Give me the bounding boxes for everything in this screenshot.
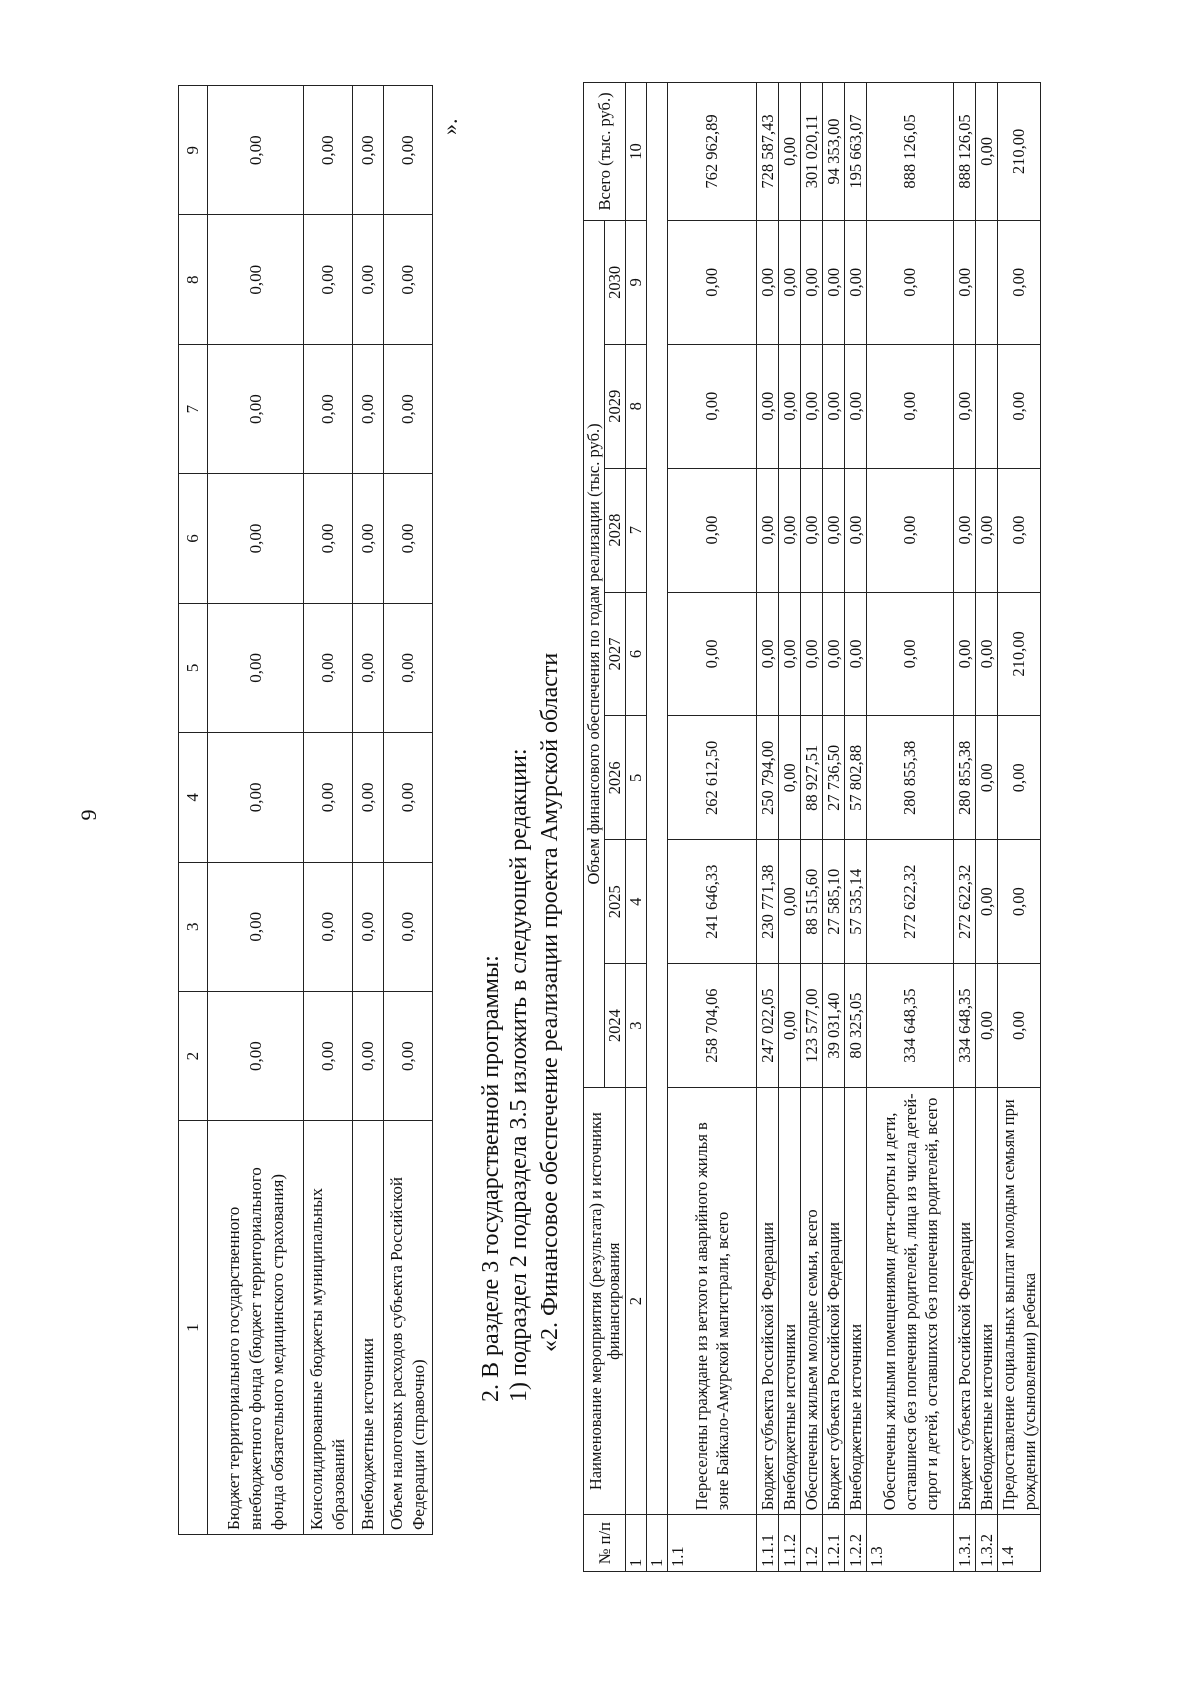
value-cell: 272 622,32 xyxy=(954,840,976,964)
value-cell: 0,00 xyxy=(757,220,779,344)
value-cell: 0,00 xyxy=(757,468,779,592)
value-cell: 258 704,06 xyxy=(668,964,757,1088)
total-cell: 888 126,05 xyxy=(954,83,976,221)
value-cell: 0,00 xyxy=(304,862,353,991)
value-cell: 0,00 xyxy=(801,468,823,592)
col-number: 1 xyxy=(626,1515,647,1572)
value-cell: 0,00 xyxy=(353,862,384,991)
closing-quote: ». xyxy=(437,118,462,135)
row-index: 1.2.1 xyxy=(823,1515,845,1572)
value-cell: 57 802,88 xyxy=(845,716,867,840)
value-cell: 0,00 xyxy=(353,344,384,473)
col-number: 8 xyxy=(626,344,647,468)
table-row xyxy=(976,83,998,1572)
value-cell: 210,00 xyxy=(998,592,1041,716)
value-cell: 0,00 xyxy=(998,840,1041,964)
value-cell: 0,00 xyxy=(976,840,998,964)
value-cell: 0,00 xyxy=(954,592,976,716)
row-label: Внебюджетные источники xyxy=(976,1088,998,1515)
header-year: 2024 xyxy=(605,964,626,1088)
value-cell: 0,00 xyxy=(208,86,304,215)
value-cell: 27 736,50 xyxy=(823,716,845,840)
row-label: Внебюджетные источники xyxy=(353,1121,384,1535)
header-year: 2028 xyxy=(605,468,626,592)
total-cell: 728 587,43 xyxy=(757,83,779,221)
value-cell: 0,00 xyxy=(867,344,954,468)
value-cell: 0,00 xyxy=(976,716,998,840)
total-cell: 0,00 xyxy=(976,83,998,221)
value-cell: 0,00 xyxy=(779,840,801,964)
value-cell: 0,00 xyxy=(304,344,353,473)
row-label: Бюджет субъекта Российской Федерации xyxy=(954,1088,976,1515)
value-cell: 0,00 xyxy=(757,344,779,468)
row-index: 1.1.1 xyxy=(757,1515,779,1572)
value-cell: 0,00 xyxy=(779,592,801,716)
value-cell: 0,00 xyxy=(208,215,304,344)
value-cell: 0,00 xyxy=(384,862,433,991)
row-label: Переселены граждане из ветхого и аварийного жилья в зоне Байкало-Амурской магистрали, всего xyxy=(668,1088,757,1515)
col-number: 7 xyxy=(626,468,647,592)
value-cell: 0,00 xyxy=(823,220,845,344)
value-cell: 0,00 xyxy=(801,592,823,716)
value-cell: 272 622,32 xyxy=(867,840,954,964)
total-cell: 195 663,07 xyxy=(845,83,867,221)
header-cell: 3 xyxy=(179,862,208,991)
col-number: 4 xyxy=(626,840,647,964)
table-row xyxy=(208,86,304,1535)
header-cell: 1 xyxy=(179,1121,208,1535)
header-total: Всего (тыс. руб.) xyxy=(584,83,626,221)
value-cell: 0,00 xyxy=(823,592,845,716)
row-label: Внебюджетные источники xyxy=(779,1088,801,1515)
value-cell: 0,00 xyxy=(304,733,353,862)
col-number: 5 xyxy=(626,716,647,840)
header-year: 2026 xyxy=(605,716,626,840)
value-cell: 0,00 xyxy=(208,474,304,603)
value-cell: 88 927,51 xyxy=(801,716,823,840)
value-cell: 0,00 xyxy=(845,344,867,468)
value-cell: 0,00 xyxy=(668,220,757,344)
table-row xyxy=(845,83,867,1572)
header-no: № п/п xyxy=(584,1515,626,1572)
value-cell: 88 515,60 xyxy=(801,840,823,964)
value-cell: 0,00 xyxy=(304,991,353,1120)
value-cell: 0,00 xyxy=(823,344,845,468)
table-row xyxy=(757,83,779,1572)
value-cell: 0,00 xyxy=(384,215,433,344)
header-cell: 5 xyxy=(179,603,208,732)
value-cell: 0,00 xyxy=(304,603,353,732)
table-row xyxy=(801,83,823,1572)
value-cell: 0,00 xyxy=(757,592,779,716)
row-index: 1.2.2 xyxy=(845,1515,867,1572)
value-cell: 0,00 xyxy=(845,220,867,344)
table-row xyxy=(867,83,954,1572)
header-cell: 9 xyxy=(179,86,208,215)
value-cell: 241 646,33 xyxy=(668,840,757,964)
value-cell: 0,00 xyxy=(867,592,954,716)
value-cell: 0,00 xyxy=(954,220,976,344)
row-index: 1.3 xyxy=(867,1515,954,1572)
value-cell: 57 535,14 xyxy=(845,840,867,964)
total-cell: 888 126,05 xyxy=(867,83,954,221)
value-cell: 0,00 xyxy=(668,468,757,592)
paragraph-section-3: 2. В разделе 3 государственной программы: xyxy=(478,955,504,1402)
value-cell: 0,00 xyxy=(208,862,304,991)
value-cell: 0,00 xyxy=(976,964,998,1088)
row-label: Предоставление социальных выплат молодым семьям при рождении (усыновлении) ребенка xyxy=(998,1088,1041,1515)
table-row xyxy=(304,86,353,1535)
paragraph-subsection: 1) подраздел 2 подраздела 3.5 изложить в следующей редакции: xyxy=(506,748,532,1402)
table-header-row xyxy=(179,86,208,1535)
financing-table xyxy=(583,82,1041,1572)
value-cell: 250 794,00 xyxy=(757,716,779,840)
total-cell: 210,00 xyxy=(998,83,1041,221)
header-cell: 8 xyxy=(179,215,208,344)
value-cell: 262 612,50 xyxy=(668,716,757,840)
value-cell xyxy=(976,344,998,468)
value-cell: 0,00 xyxy=(208,344,304,473)
header-years-group: Объем финансового обеспечения по годам реализации (тыс. руб.) xyxy=(584,220,605,1087)
row-index: 1.4 xyxy=(998,1515,1041,1572)
value-cell: 0,00 xyxy=(867,468,954,592)
value-cell: 230 771,38 xyxy=(757,840,779,964)
value-cell: 0,00 xyxy=(304,215,353,344)
value-cell: 0,00 xyxy=(867,220,954,344)
value-cell: 0,00 xyxy=(954,344,976,468)
value-cell: 0,00 xyxy=(998,964,1041,1088)
value-cell: 0,00 xyxy=(998,344,1041,468)
value-cell xyxy=(976,220,998,344)
header-name: Наименование мероприятия (результата) и источники финансирования xyxy=(584,1088,626,1515)
col-number: 3 xyxy=(626,964,647,1088)
value-cell: 0,00 xyxy=(208,991,304,1120)
value-cell: 0,00 xyxy=(353,215,384,344)
value-cell: 0,00 xyxy=(779,468,801,592)
table-row xyxy=(998,83,1041,1572)
value-cell: 0,00 xyxy=(823,468,845,592)
value-cell: 0,00 xyxy=(801,220,823,344)
column-number-row xyxy=(626,83,647,1572)
value-cell: 0,00 xyxy=(998,220,1041,344)
value-cell: 0,00 xyxy=(384,733,433,862)
table-row xyxy=(668,83,757,1572)
value-cell: 334 648,35 xyxy=(954,964,976,1088)
table-row xyxy=(823,83,845,1572)
value-cell: 0,00 xyxy=(801,344,823,468)
header-cell: 2 xyxy=(179,991,208,1120)
value-cell: 0,00 xyxy=(384,991,433,1120)
value-cell: 0,00 xyxy=(998,716,1041,840)
value-cell: 334 648,35 xyxy=(867,964,954,1088)
total-cell: 301 020,11 xyxy=(801,83,823,221)
value-cell: 80 325,05 xyxy=(845,964,867,1088)
table-row xyxy=(353,86,384,1535)
table-row xyxy=(779,83,801,1572)
table-row xyxy=(647,83,668,1572)
row-label: Бюджет субъекта Российской Федерации xyxy=(823,1088,845,1515)
row-label: Обеспечены жилыми помещениями дети-сироты и дети, оставшиеся без попечения родителей, лица из числа детей-сирот и детей, оставшихся без попечения родителей, всего xyxy=(867,1088,954,1515)
value-cell: 0,00 xyxy=(668,344,757,468)
value-cell: 123 577,00 xyxy=(801,964,823,1088)
value-cell: 0,00 xyxy=(954,468,976,592)
row-index: 1.2 xyxy=(801,1515,823,1572)
col-number: 6 xyxy=(626,592,647,716)
header-year: 2025 xyxy=(605,840,626,964)
value-cell: 280 855,38 xyxy=(954,716,976,840)
value-cell: 0,00 xyxy=(845,592,867,716)
value-cell: 27 585,10 xyxy=(823,840,845,964)
value-cell: 0,00 xyxy=(998,468,1041,592)
value-cell: 39 031,40 xyxy=(823,964,845,1088)
value-cell: 0,00 xyxy=(353,474,384,603)
table-header-row xyxy=(584,83,605,1572)
value-cell: 0,00 xyxy=(353,733,384,862)
value-cell: 0,00 xyxy=(779,344,801,468)
row-label: Бюджет субъекта Российской Федерации xyxy=(757,1088,779,1515)
row-index: 1 xyxy=(647,1515,668,1572)
value-cell: 0,00 xyxy=(845,468,867,592)
total-cell: 94 353,00 xyxy=(823,83,845,221)
value-cell: 280 855,38 xyxy=(867,716,954,840)
sources-table xyxy=(178,85,433,1535)
value-cell: 0,00 xyxy=(668,592,757,716)
row-label: Консолидированные бюджеты муниципальных образований xyxy=(304,1121,353,1535)
value-cell: 0,00 xyxy=(384,474,433,603)
row-label: Внебюджетные источники xyxy=(845,1088,867,1515)
total-cell: 762 962,89 xyxy=(668,83,757,221)
header-year: 2027 xyxy=(605,592,626,716)
value-cell: 0,00 xyxy=(208,603,304,732)
table-row xyxy=(954,83,976,1572)
header-cell: 4 xyxy=(179,733,208,862)
header-cell: 6 xyxy=(179,474,208,603)
table-row xyxy=(384,86,433,1535)
value-cell: 0,00 xyxy=(384,86,433,215)
row-index: 1.3.2 xyxy=(976,1515,998,1572)
value-cell: 0,00 xyxy=(976,468,998,592)
table-title: «2. Финансовое обеспечение реализации проекта Амурской области xyxy=(537,652,563,1352)
value-cell: 0,00 xyxy=(779,716,801,840)
row-index: 1.3.1 xyxy=(954,1515,976,1572)
value-cell: 0,00 xyxy=(384,344,433,473)
row-label: Обеспечены жильем молодые семьи, всего xyxy=(801,1088,823,1515)
row-label: Объем налоговых расходов субъекта Российской Федерации (справочно) xyxy=(384,1121,433,1535)
row-index: 1.1 xyxy=(668,1515,757,1572)
value-cell: 0,00 xyxy=(353,86,384,215)
value-cell: 0,00 xyxy=(384,603,433,732)
col-number: 10 xyxy=(626,83,647,221)
value-cell: 0,00 xyxy=(208,733,304,862)
total-cell: 0,00 xyxy=(779,83,801,221)
value-cell: 0,00 xyxy=(353,603,384,732)
value-cell: 0,00 xyxy=(304,474,353,603)
value-cell: 0,00 xyxy=(779,220,801,344)
value-cell: 0,00 xyxy=(304,86,353,215)
value-cell: 0,00 xyxy=(779,964,801,1088)
row-index: 1.1.2 xyxy=(779,1515,801,1572)
col-number: 2 xyxy=(626,1088,647,1515)
empty-cell xyxy=(647,83,668,1515)
page-number: 9 xyxy=(76,809,101,821)
header-year: 2030 xyxy=(605,220,626,344)
value-cell: 0,00 xyxy=(976,592,998,716)
header-cell: 7 xyxy=(179,344,208,473)
header-year: 2029 xyxy=(605,344,626,468)
col-number: 9 xyxy=(626,220,647,344)
row-label: Бюджет территориального государственного внебюджетного фонда (бюджет территориального фонда обязательного медицинского страхования) xyxy=(208,1121,304,1535)
value-cell: 0,00 xyxy=(353,991,384,1120)
value-cell: 247 022,05 xyxy=(757,964,779,1088)
